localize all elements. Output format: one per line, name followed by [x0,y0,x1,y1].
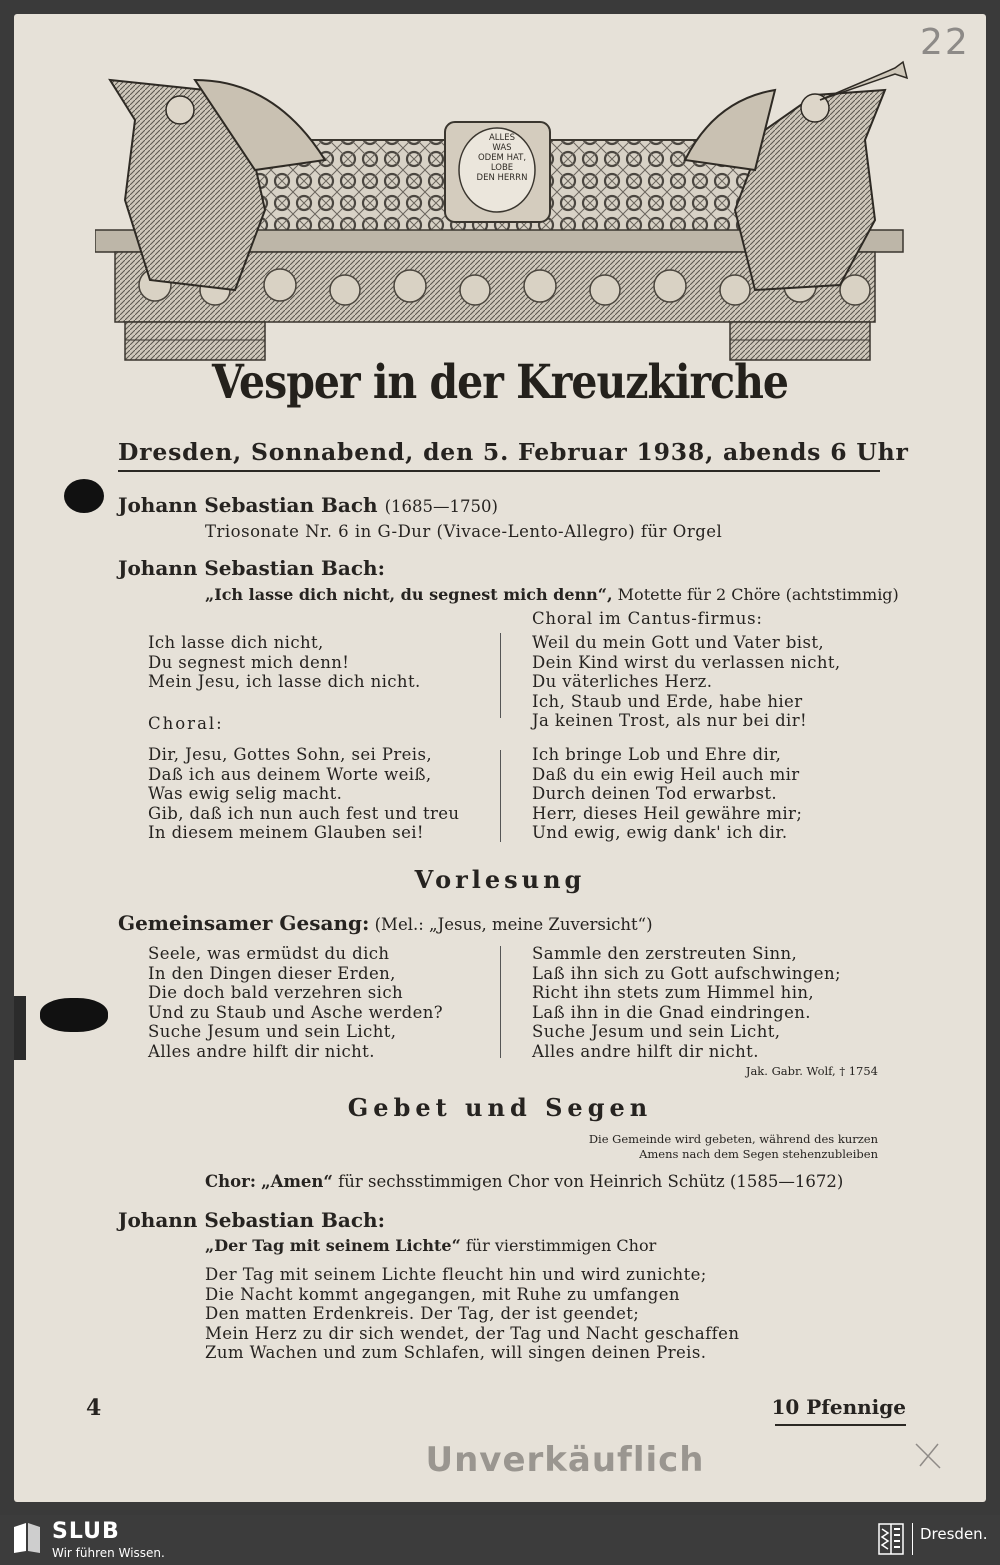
column-divider [500,750,501,842]
reading-heading: Vorlesung [414,865,586,894]
composer-dates: (1685—1750) [384,497,498,516]
congregation-note: Die Gemeinde wird gebeten, während des kurzen Amens nach dem Segen stehenzubleiben [588,1132,878,1161]
slub-book-icon [12,1521,42,1555]
work-title: Triosonate Nr. 6 in G-Dur (Vivace-Lento-Allegro) für Orgel [205,522,723,541]
page-number: 4 [86,1395,102,1421]
prayer-heading: Gebet und Segen [347,1093,653,1122]
price: 10 Pfennige [771,1395,906,1419]
punch-hole-middle [40,998,108,1032]
hymn-text-right: Sammle den zerstreuten Sinn, Laß ihn sich zu Gott aufschwingen; Richt ihn stets zum Himmel hin, Laß ihn in die Gnad eindringen. Suche Jesum und sein Licht, Alles andre hilft dir nicht. [532,944,841,1061]
chorale-title: „Der Tag mit seinem Lichte“ für vierstimmigen Chor [205,1236,657,1255]
page-title: Vesper in der Kreuzkirche [212,354,788,410]
edge-tear [14,996,26,1060]
price-rule [775,1424,906,1426]
choral-text-right: Ich bringe Lob und Ehre dir, Daß du ein ewig Heil auch mir Durch deinen Tod erwarbst. Herr, dieses Heil gewähre mir; Und ewig, ewig dank' ich dir. [532,745,803,843]
column-divider [500,946,501,1058]
cartouche-inscription: ALLES WAS ODEM HAT, LOBE DEN HERRN [476,133,528,183]
dateline: Dresden, Sonnabend, den 5. Februar 1938, abends 6 Uhr [118,438,909,466]
punch-hole-top [64,479,104,513]
motet-title: „Ich lasse dich nicht, du segnest mich denn“, Motette für 2 Chöre (achtstimmig) [205,585,899,604]
motet-text-left: Ich lasse dich nicht, Du segnest mich denn! Mein Jesu, ich lasse dich nicht. [148,633,421,692]
composer-name: Johann Sebastian Bach (1685—1750) [118,493,498,517]
library-footer [0,1515,1000,1565]
slub-tagline: Wir führen Wissen. [52,1546,165,1560]
organ-balustrade-illustration [95,60,910,370]
pencil-mark [912,1440,946,1472]
choral-heading: Choral: [148,714,224,733]
chorale-text: Der Tag mit seinem Lichte fleucht hin und wird zunichte; Die Nacht kommt angegangen, mit Ruhe zu umfangen Den matten Erdenkreis. Der Tag, der ist geendet; Mein Herz zu dir sich wendet, der Tag und Nacht geschaffen Zum Wachen und zum Schlafen, will singen deinen Preis. [205,1265,740,1363]
dresden-crest-icon [878,1523,904,1555]
hymn-text-left: Seele, was ermüdst du dich In den Dingen dieser Erden, Die doch bald verzehren sich Und zu Staub und Asche werden? Suche Jesum und sein Licht, Alles andre hilft dir nicht. [148,944,444,1061]
unsellable-stamp: Unverkäuflich [425,1440,705,1480]
dateline-rule [118,470,880,472]
slub-logo-text: SLUB [52,1519,120,1544]
composer-name: Johann Sebastian Bach: [118,1208,385,1232]
column-divider [500,633,501,718]
choral-text-left: Dir, Jesu, Gottes Sohn, sei Preis, Daß ich aus deinem Worte weiß, Was ewig selig macht. Gib, daß ich nun auch fest und treu In diesem meinem Glauben sei! [148,745,460,843]
motet-text-right: Weil du mein Gott und Vater bist, Dein Kind wirst du verlassen nicht, Du väterliches Herz. Ich, Staub und Erde, habe hier Ja keinen Trost, als nur bei dir! [532,633,841,731]
footer-divider [912,1523,913,1555]
hymn-attribution: Jak. Gabr. Wolf, † 1754 [745,1064,878,1078]
choir-amen: Chor: „Amen“ für sechsstimmigen Chor von Heinrich Schütz (1585—1672) [205,1172,844,1191]
handwritten-number: 22 [920,22,970,63]
hymn-heading: Gemeinsamer Gesang: (Mel.: „Jesus, meine Zuversicht“) [118,911,653,935]
composer-name: Johann Sebastian Bach: [118,556,385,580]
dresden-logo-text: Dresden. [920,1525,988,1543]
cantus-heading: Choral im Cantus-firmus: [532,609,763,628]
